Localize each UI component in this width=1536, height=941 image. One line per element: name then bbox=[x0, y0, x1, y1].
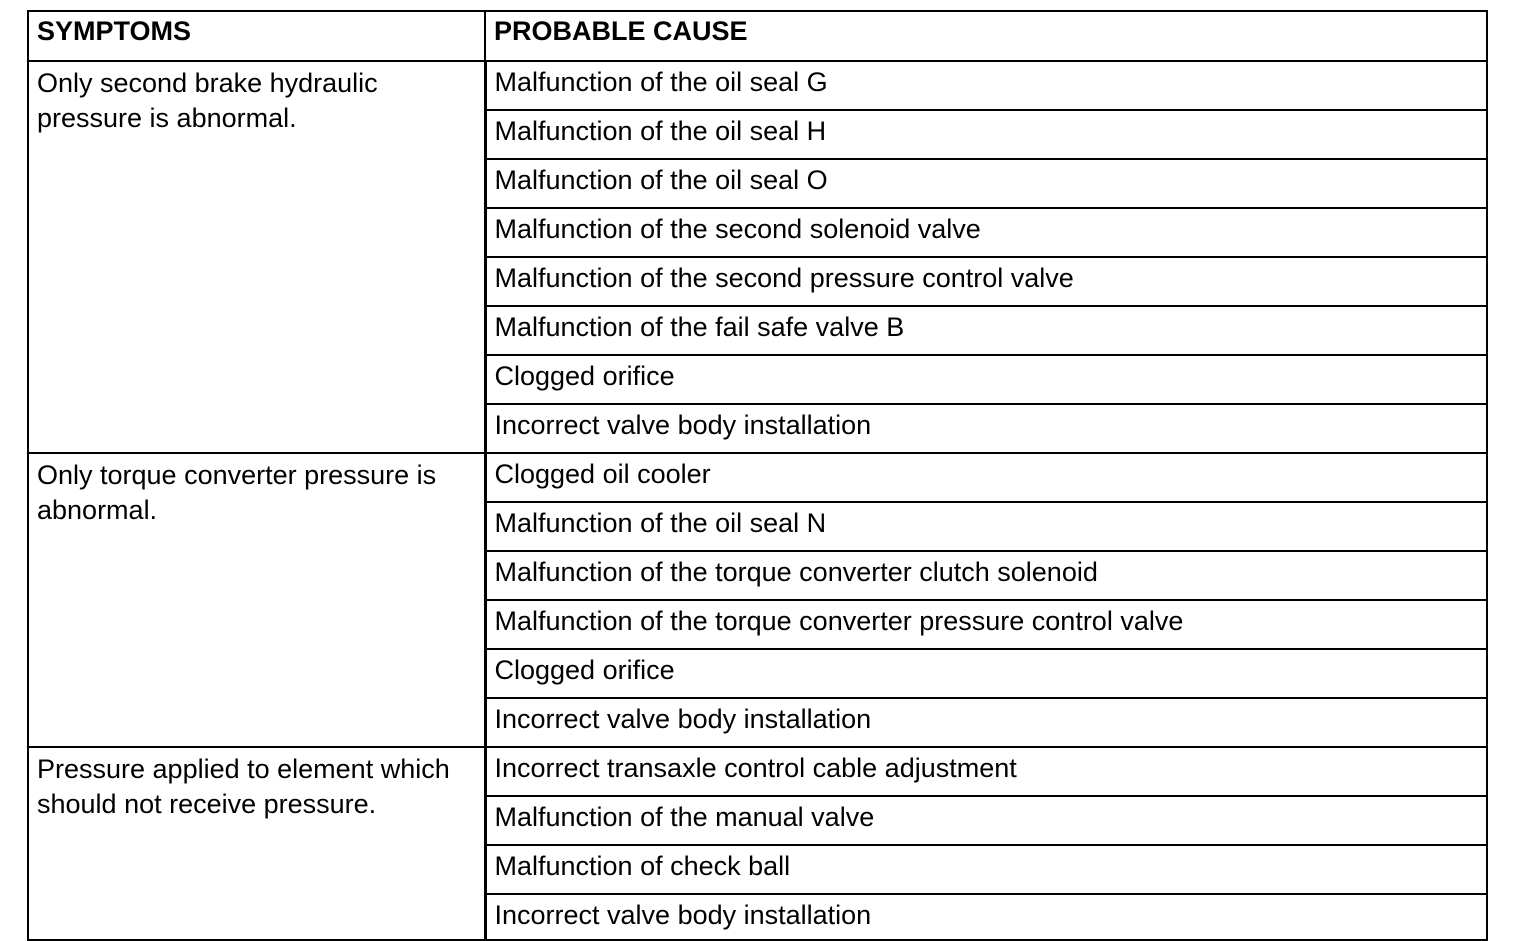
cause-cell: Incorrect valve body installation bbox=[485, 894, 1487, 940]
symptoms-table bbox=[27, 10, 1488, 941]
table-row bbox=[28, 747, 1487, 796]
cause-cell: Malfunction of the torque converter clutch solenoid bbox=[485, 551, 1487, 600]
cause-cell: Incorrect valve body installation bbox=[485, 698, 1487, 747]
symptom-cell: Only second brake hydraulic pressure is abnormal. bbox=[28, 61, 485, 453]
table-row bbox=[28, 453, 1487, 502]
cause-cell: Malfunction of the oil seal O bbox=[485, 159, 1487, 208]
cause-cell: Malfunction of the fail safe valve B bbox=[485, 306, 1487, 355]
cause-cell: Malfunction of the torque converter pressure control valve bbox=[485, 600, 1487, 649]
cause-cell: Malfunction of the second solenoid valve bbox=[485, 208, 1487, 257]
cause-cell: Clogged oil cooler bbox=[485, 453, 1487, 502]
cause-cell: Malfunction of the oil seal N bbox=[485, 502, 1487, 551]
cause-cell: Malfunction of check ball bbox=[485, 845, 1487, 894]
table-header-row bbox=[28, 11, 1487, 61]
header-symptoms: SYMPTOMS bbox=[28, 11, 485, 61]
cause-cell: Incorrect valve body installation bbox=[485, 404, 1487, 453]
header-probable-cause: PROBABLE CAUSE bbox=[485, 11, 1487, 61]
cause-cell: Clogged orifice bbox=[485, 355, 1487, 404]
table-row bbox=[28, 61, 1487, 110]
cause-cell: Malfunction of the second pressure control valve bbox=[485, 257, 1487, 306]
symptom-cell: Pressure applied to element which should not receive pressure. bbox=[28, 747, 485, 940]
cause-cell: Malfunction of the manual valve bbox=[485, 796, 1487, 845]
cause-cell: Clogged orifice bbox=[485, 649, 1487, 698]
cause-cell: Malfunction of the oil seal H bbox=[485, 110, 1487, 159]
cause-cell: Incorrect transaxle control cable adjustment bbox=[485, 747, 1487, 796]
symptom-cell: Only torque converter pressure is abnormal. bbox=[28, 453, 485, 747]
cause-cell: Malfunction of the oil seal G bbox=[485, 61, 1487, 110]
